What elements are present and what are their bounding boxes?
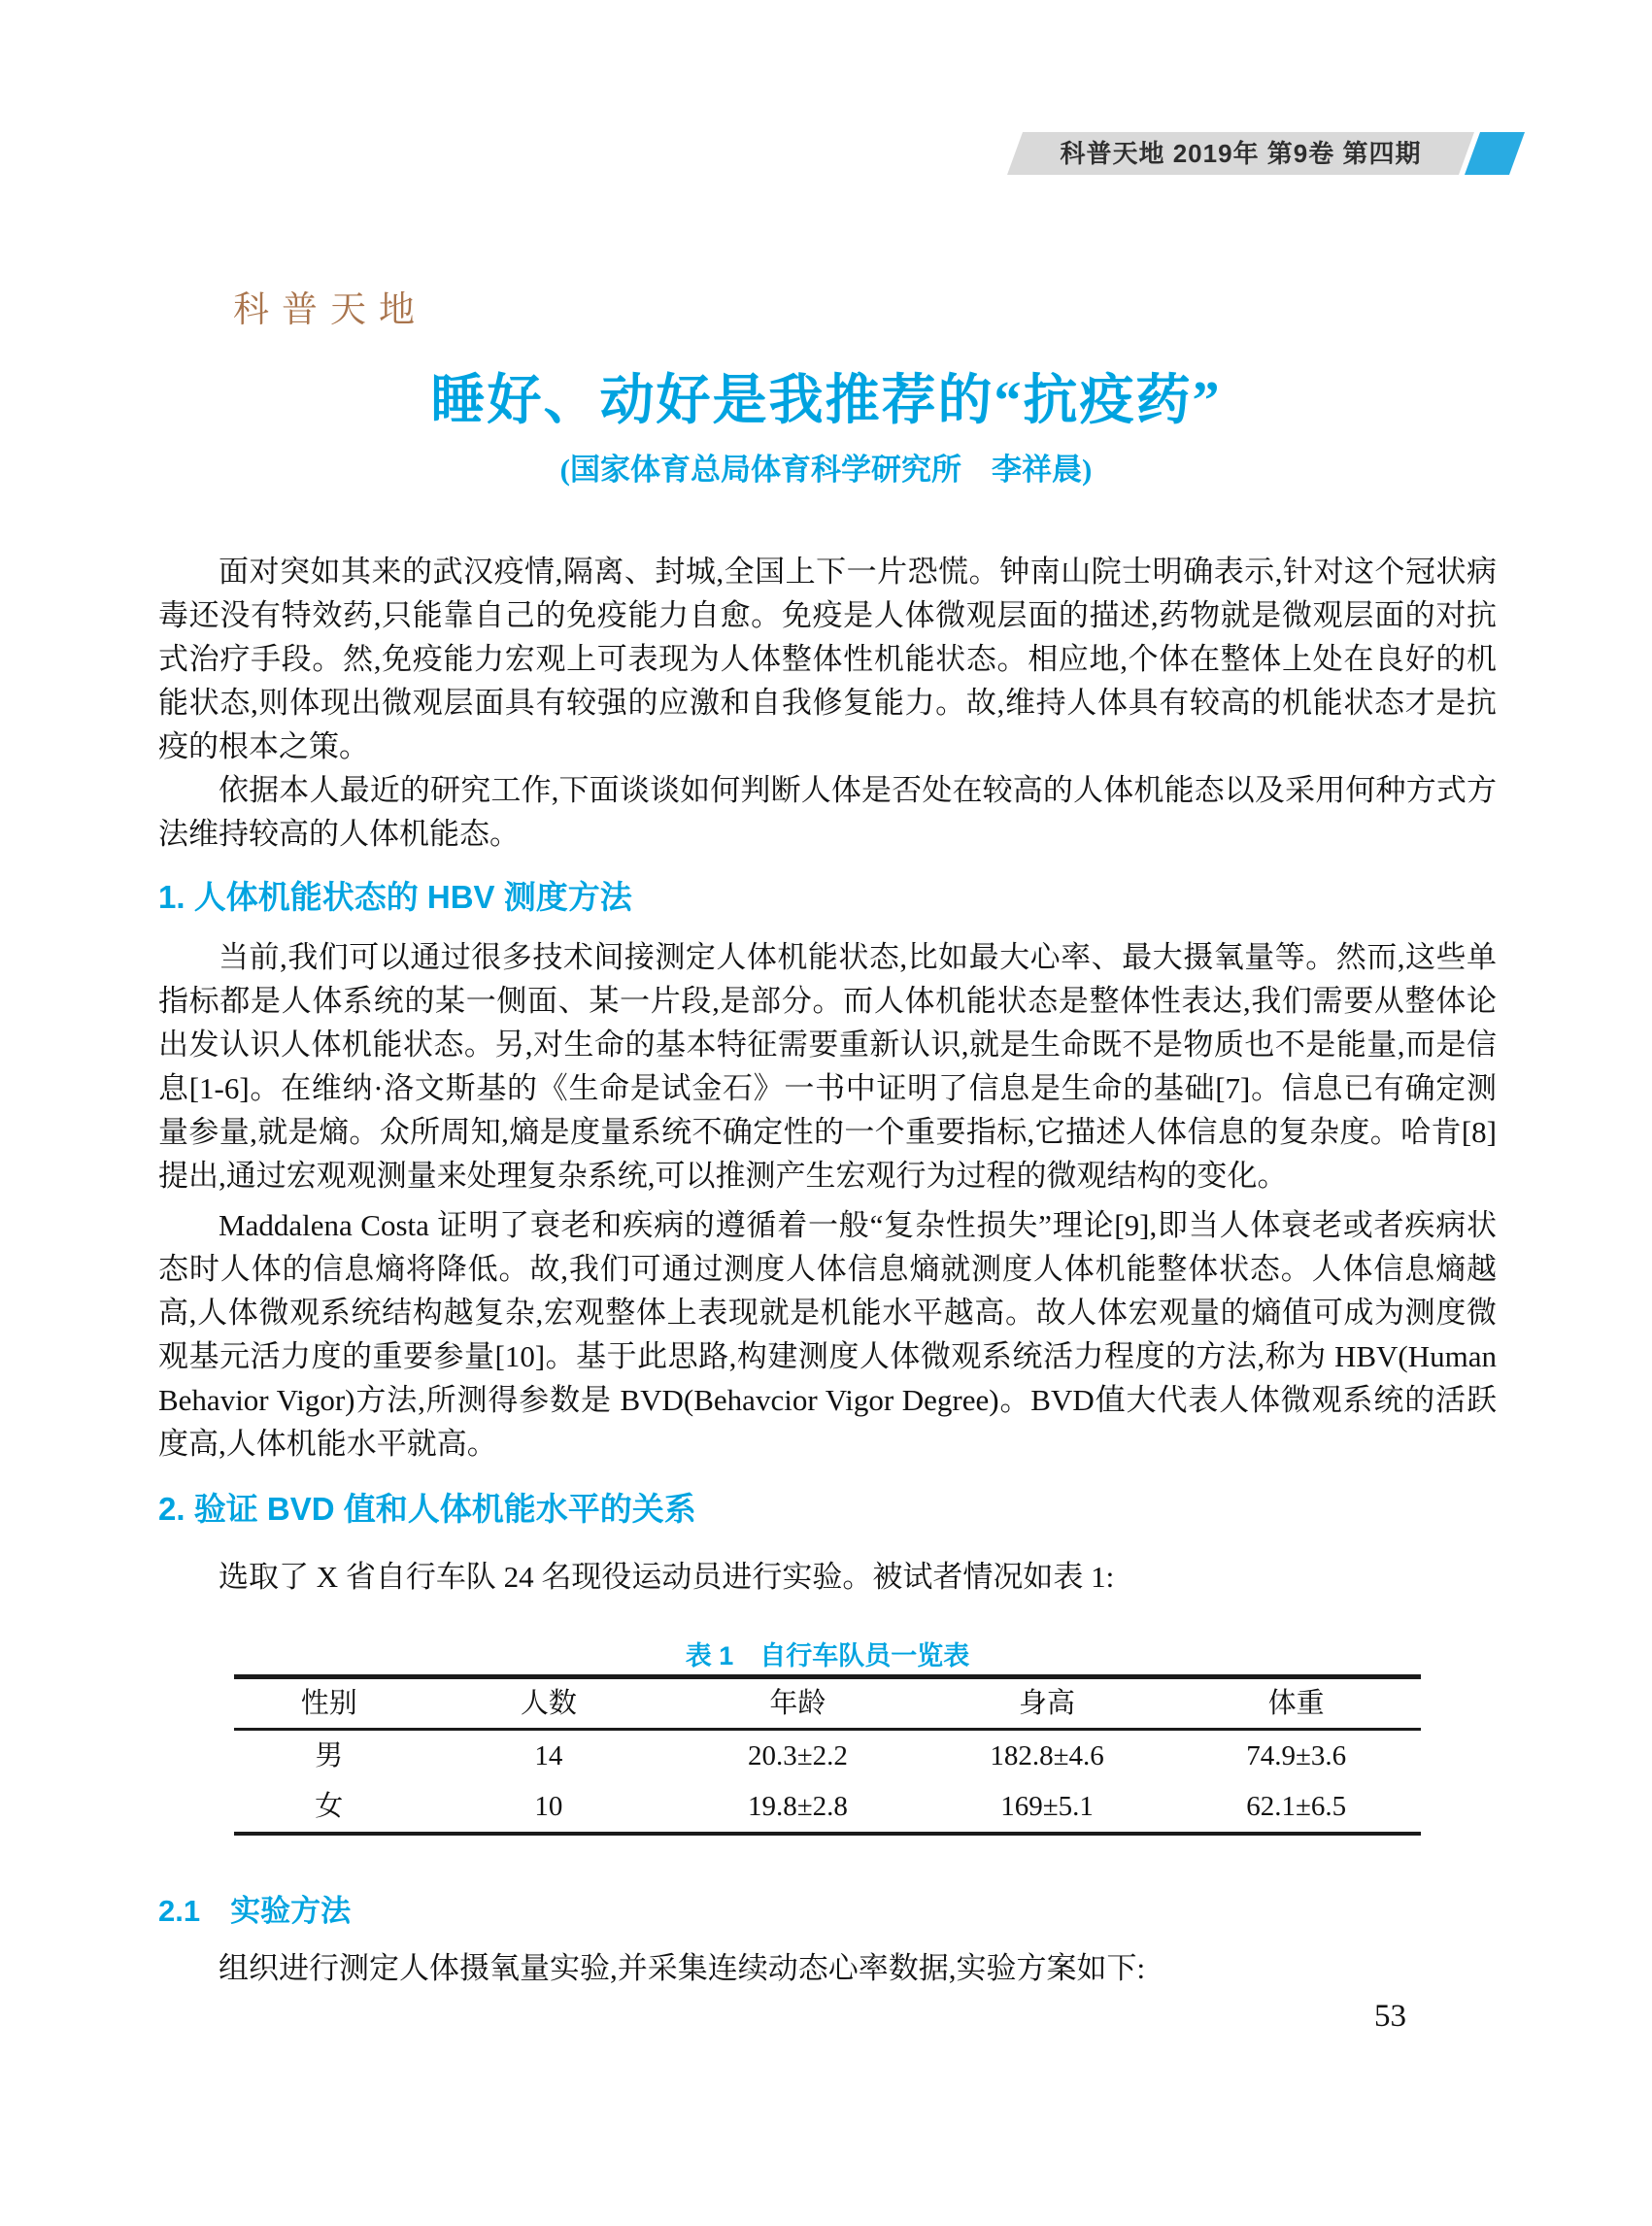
section-1-heading: 1. 人体机能状态的 HBV 测度方法 — [158, 879, 632, 915]
section-2-1-heading: 2.1 实验方法 — [158, 1894, 352, 1928]
table-1 — [234, 1674, 1421, 1836]
table-cell: 20.3±2.2 — [747, 1740, 848, 1771]
article-byline: (国家体育总局体育科学研究所 李祥晨) — [559, 453, 1093, 487]
intro-paragraph-2: 依据本人最近的研究工作,下面谈谈如何判断人体是否处在较高的人体机能态以及采用何种方式方法维持较高的人体机能态。 — [158, 773, 1497, 851]
table-header-height: 身高 — [1019, 1688, 1076, 1719]
table-cell: 10 — [534, 1791, 563, 1822]
table-cell: 19.8±2.8 — [747, 1791, 848, 1822]
table-header-age: 年龄 — [769, 1688, 826, 1719]
section-2-paragraph-1: 选取了 X 省自行车队 24 名现役运动员进行实验。被试者情况如表 1: — [219, 1560, 1115, 1594]
section-2-1-paragraph-1: 组织进行测定人体摄氧量实验,并采集连续动态心率数据,实验方案如下: — [219, 1951, 1146, 1985]
section-2-heading: 2. 验证 BVD 值和人体机能水平的关系 — [158, 1491, 696, 1527]
table-cell: 169±5.1 — [1000, 1791, 1094, 1822]
article-body — [158, 550, 1497, 1990]
page-number: 53 — [1374, 1999, 1406, 2034]
column-label: 科普天地 — [233, 290, 427, 330]
table-1-caption: 表 1 自行车队员一览表 — [685, 1641, 970, 1670]
table-cell: 74.9±3.6 — [1246, 1740, 1347, 1771]
table-cell: 62.1±6.5 — [1246, 1791, 1347, 1822]
section-1-paragraph-1: 当前,我们可以通过很多技术间接测定人体机能状态,比如最大心率、最大摄氧量等。然而,这些单指标都是人体系统的某一侧面、某一片段,是部分。而人体机能状态是整体性表达,我们需要从整体论出发认识人体机能状态。另,对生命的基本特征需要重新认识,就是生命既不是物质也不是能量,而是信息[1-6]。在维纳·洛文斯基的《生命是试金石》一书中证明了信息是生命的基础[7]。信息已有确定测量参量,就是熵。众所周知,熵是度量系统不确定性的一个重要指标,它描述人体信息的复杂度。哈肯[8]提出,通过宏观观测量来处理复杂系统,可以推测产生宏观行为过程的微观结构的变化。 — [158, 940, 1497, 1193]
table-header-weight: 体重 — [1267, 1688, 1325, 1719]
table-row — [234, 1731, 1421, 1781]
table-header-gender: 性别 — [300, 1688, 357, 1719]
article-title: 睡好、动好是我推荐的“抗疫药” — [430, 371, 1222, 431]
table-cell: 14 — [534, 1740, 563, 1771]
table-header-row — [234, 1679, 1421, 1731]
intro-paragraph-1: 面对突如其来的武汉疫情,隔离、封城,全国上下一片恐慌。钟南山院士明确表示,针对这个冠状病毒还没有特效药,只能靠自己的免疫能力自愈。免疫是人体微观层面的描述,药物就是微观层面的对抗式治疗手段。然,免疫能力宏观上可表现为人体整体性机能状态。相应地,个体在整体上处在良好的机能状态,则体现出微观层面具有较强的应激和自我修复能力。故,维持人体具有较高的机能状态才是抗疫的根本之策。 — [158, 555, 1497, 763]
header-band-blue-accent — [1465, 132, 1525, 175]
table-row — [234, 1781, 1421, 1832]
running-header: 科普天地 2019年 第9卷 第四期 — [1060, 139, 1422, 168]
table-cell: 女 — [315, 1791, 344, 1822]
table-cell: 男 — [315, 1740, 344, 1771]
table-header-count: 人数 — [520, 1688, 577, 1719]
section-1-paragraph-2: Maddalena Costa 证明了衰老和疾病的遵循着一般“复杂性损失”理论[9],即当人体衰老或者疾病状态时人体的信息熵将降低。故,我们可通过测度人体信息熵就测度人体机能整体状态。人体信息熵越高,人体微观系统结构越复杂,宏观整体上表现就是机能水平越高。故人体宏观量的熵值可成为测度微观基元活力度的重要参量[10]。基于此思路,构建测度人体微观系统活力程度的方法,称为 HBV(Human Behavior Vigor)方法,所测得参数是 BVD(Behavcior Vigor Degree)。BVD值大代表人体微观系统的活跃度高,人体机能水平就高。 — [158, 1208, 1497, 1461]
table-cell: 182.8±4.6 — [990, 1740, 1104, 1771]
